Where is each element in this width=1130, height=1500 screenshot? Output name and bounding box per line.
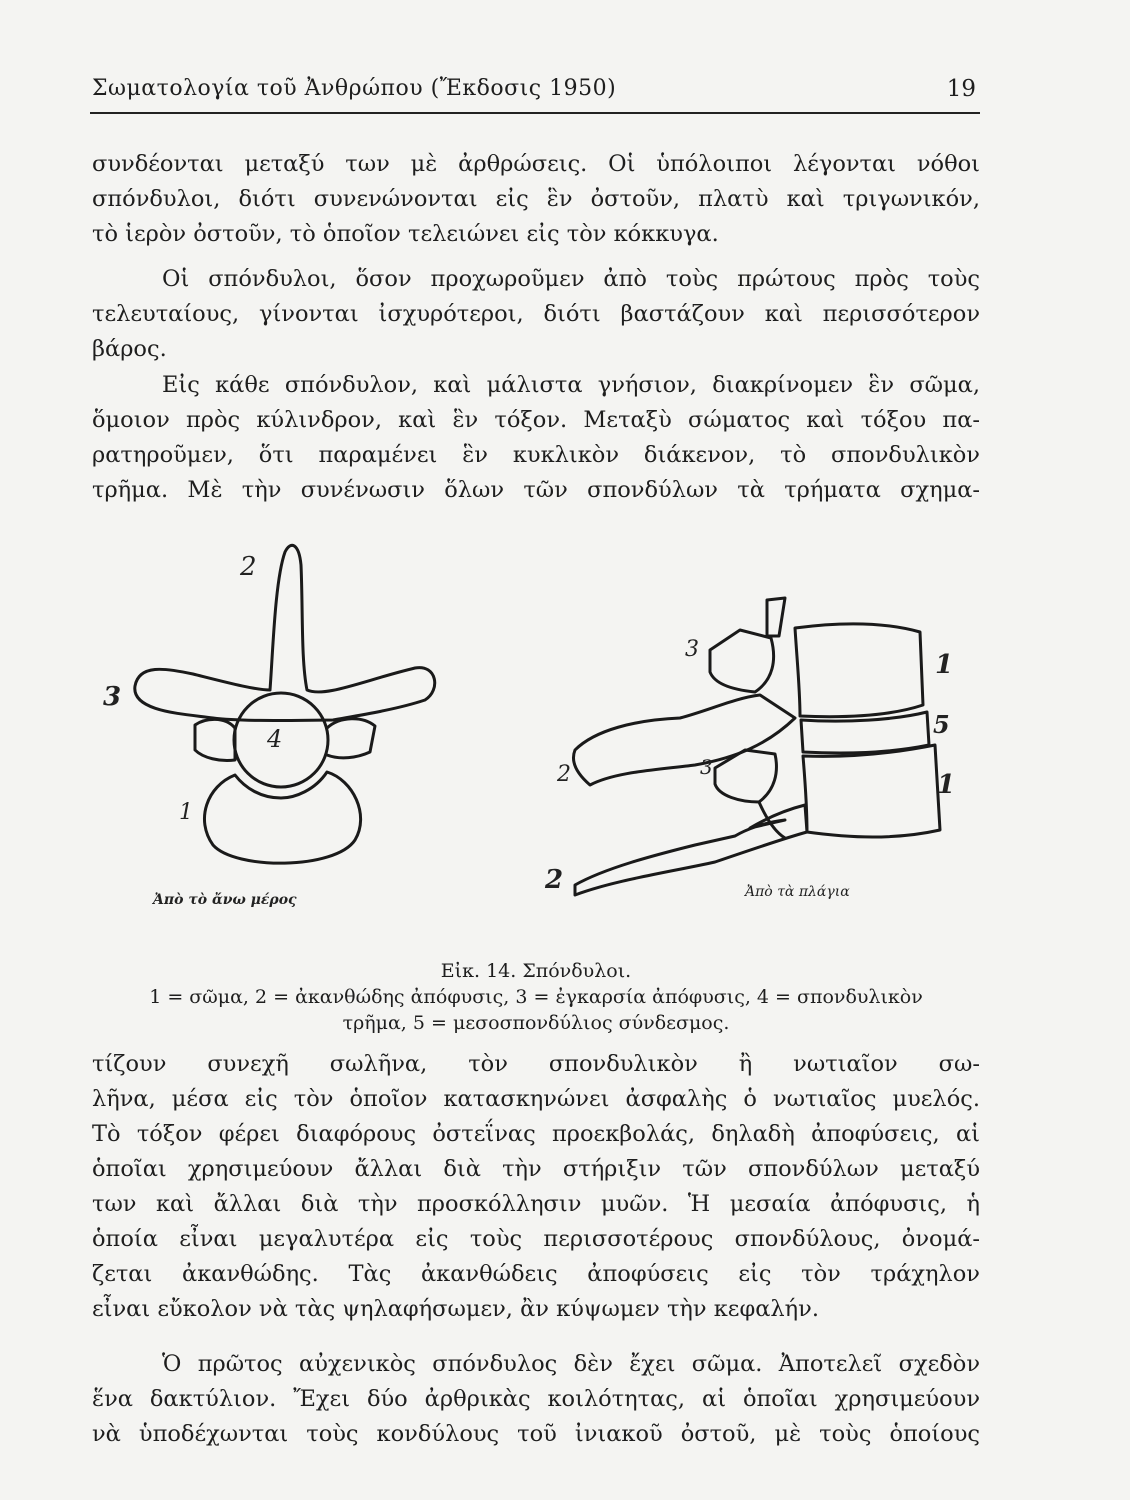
label-2-top: 2 bbox=[240, 552, 257, 582]
side-view-disc bbox=[801, 712, 929, 753]
text-line: ζεται ἀκανθώδης. Τὰς ἀκανθώδεις ἀποφύσεις εἰς τὸν τράχηλον bbox=[92, 1261, 980, 1287]
top-view-caption: Ἀπὸ τὸ ἄνω μέρος bbox=[153, 892, 297, 908]
label-3-top: 3 bbox=[103, 682, 122, 712]
paragraph-4 bbox=[92, 1047, 980, 1327]
page-number: 19 bbox=[946, 76, 976, 102]
label-5-side: 5 bbox=[933, 710, 950, 739]
label-1-side-upper: 1 bbox=[935, 650, 954, 680]
text-line: συνδέονται μεταξύ των μὲ ἀρθρώσεις. Οἱ ὑπόλοιποι λέγονται νόθοι bbox=[92, 151, 980, 177]
text-line: λῆνα, μέσα εἰς τὸν ὁποῖον κατασκηνώνει ἀσφαλὴς ὁ νωτιαῖος μυελός. bbox=[92, 1086, 980, 1112]
vertebrae-figure bbox=[95, 540, 975, 920]
paragraph-2 bbox=[92, 262, 980, 367]
text-line: βάρος. bbox=[92, 336, 167, 362]
side-view-upper-body bbox=[795, 624, 923, 717]
label-3-side-lower: 3 bbox=[700, 755, 713, 779]
label-2-side-upper: 2 bbox=[557, 762, 571, 787]
side-view-lower-body bbox=[803, 745, 940, 837]
text-line: τρῆμα. Μὲ τὴν συνένωσιν ὅλων τῶν σπονδύλων τὰ τρήματα σχημα- bbox=[92, 477, 980, 503]
text-line: τίζουν συνεχῆ σωλῆνα, τὸν σπονδυλικὸν ἢ νωτιαῖον σω- bbox=[92, 1051, 980, 1077]
text-line: ρατηροῦμεν, ὅτι παραμένει ἓν κυκλικὸν διάκενον, τὸ σπονδυλικὸν bbox=[92, 442, 980, 468]
running-title: Σωματολογία τοῦ Ἀνθρώπου (Ἔκδοσις 1950) bbox=[92, 76, 617, 101]
text-line: Τὸ τόξον φέρει διαφόρους ὀστεΐνας προεκβολάς, δηλαδὴ ἀποφύσεις, αἱ bbox=[92, 1121, 980, 1147]
paragraph-1 bbox=[92, 147, 980, 252]
paragraph-3 bbox=[92, 368, 980, 508]
paragraph-5 bbox=[92, 1347, 980, 1452]
label-1-side-lower: 1 bbox=[937, 770, 956, 800]
text-line: σπόνδυλοι, διότι συνενώνονται εἰς ἓν ὀστοῦν, πλατὺ καὶ τριγωνικόν, bbox=[92, 186, 980, 212]
label-2-side-lower: 2 bbox=[545, 865, 564, 895]
text-line: Ὁ πρῶτος αὐχενικὸς σπόνδυλος δὲν ἔχει σῶμα. Ἀποτελεῖ σχεδὸν bbox=[162, 1351, 980, 1377]
text-line: Οἱ σπόνδυλοι, ὅσον προχωροῦμεν ἀπὸ τοὺς πρώτους πρὸς τοὺς bbox=[162, 266, 980, 292]
text-line: Εἰς κάθε σπόνδυλον, καὶ μάλιστα γνήσιον, διακρίνομεν ἓν σῶμα, bbox=[162, 372, 980, 398]
text-line: των καὶ ἄλλαι διὰ τὴν προσκόλλησιν μυῶν. Ἡ μεσαία ἀπόφυσις, ἡ bbox=[92, 1191, 980, 1217]
caption-title: Εἰκ. 14. Σπόνδυλοι. bbox=[440, 960, 632, 982]
figure-caption bbox=[92, 958, 980, 1036]
text-line: νὰ ὑποδέχωνται τοὺς κονδύλους τοῦ ἰνιακοῦ ὀστοῦ, μὲ τοὺς ὁποίους bbox=[92, 1421, 980, 1447]
text-line: τελευταίους, γίνονται ἰσχυρότεροι, διότι βαστάζουν καὶ περισσότερον bbox=[92, 301, 980, 327]
vertebrae-drawing bbox=[95, 540, 975, 920]
text-line: ὁποῖαι χρησιμεύουν ἄλλαι διὰ τὴν στήριξιν τῶν σπονδύλων μεταξύ bbox=[92, 1156, 980, 1182]
text-line: ὁποία εἶναι μεγαλυτέρα εἰς τοὺς περισσοτέρους σπονδύλους, ὀνομά- bbox=[92, 1226, 980, 1252]
label-3-side-upper: 3 bbox=[685, 637, 699, 662]
label-1-top: 1 bbox=[179, 800, 193, 825]
caption-legend: 1 = σῶμα, 2 = ἀκανθώδης ἀπόφυσις, 3 = ἐγκαρσία ἀπόφυσις, 4 = σπονδυλικὸν τρῆμα, 5 = μεσοσπονδύλιος σύνδεσμος. bbox=[149, 986, 923, 1034]
running-header bbox=[90, 72, 980, 114]
text-line: ἕνα δακτύλιον. Ἔχει δύο ἀρθρικὰς κοιλότητας, αἱ ὁποῖαι χρησιμεύουν bbox=[92, 1386, 980, 1412]
side-view-caption: Ἀπὸ τὰ πλάγια bbox=[745, 884, 850, 900]
text-line: ὅμοιον πρὸς κύλινδρον, καὶ ἓν τόξον. Μεταξὺ σώματος καὶ τόξου πα- bbox=[92, 407, 980, 433]
text-line: τὸ ἱερὸν ὀστοῦν, τὸ ὁποῖον τελειώνει εἰς τὸν κόκκυγα. bbox=[92, 221, 719, 247]
text-line: εἶναι εὔκολον νὰ τὰς ψηλαφήσωμεν, ἂν κύψωμεν τὴν κεφαλήν. bbox=[92, 1296, 819, 1322]
label-4-top: 4 bbox=[267, 725, 283, 753]
